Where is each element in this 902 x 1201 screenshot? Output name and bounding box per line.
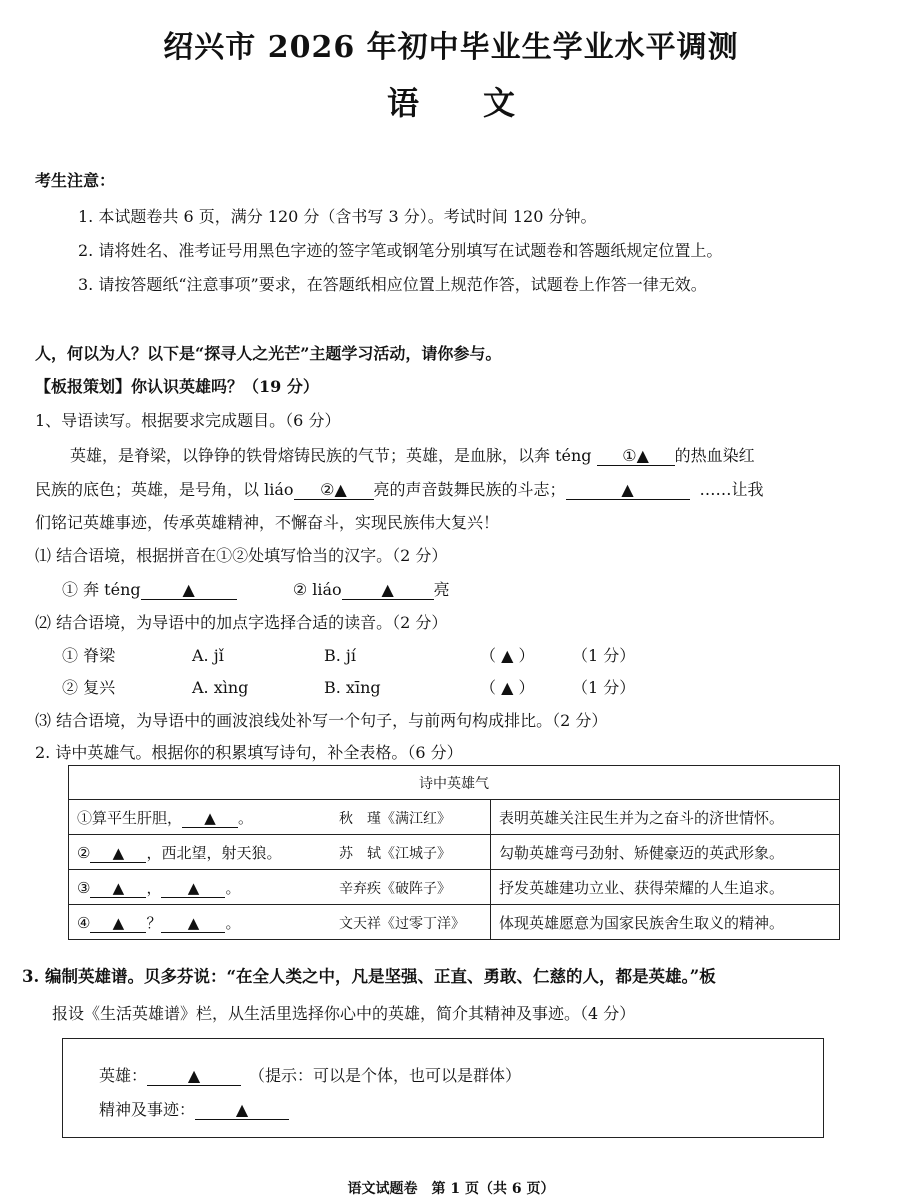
poem-text: ④	[77, 913, 91, 932]
page-footer: 语文试题卷 第 1 页（共 6 页）	[347, 1181, 555, 1197]
notice-item-3: 3. 请按答题纸“注意事项”要求，在答题纸相应位置上规范作答，试题卷上作答一律无效。	[78, 275, 707, 294]
deeds-blank[interactable]: ▲	[195, 1101, 289, 1120]
exam-title: 绍兴市 2026 年初中毕业生学业水平调测	[163, 30, 739, 65]
poem-description: 体现英雄愿意为国家民族舍生取义的精神。	[491, 905, 840, 940]
para-text: ……让我	[699, 480, 764, 499]
notice-item-1: 1. 本试题卷共 6 页，满分 120 分（含书写 3 分）。考试时间 120 分钟。	[78, 207, 597, 226]
hero-label: 英雄：	[99, 1066, 148, 1085]
q1-sub2-stem: ⑵ 结合语境，为导语中的加点字选择合适的读音。（2 分）	[35, 613, 448, 632]
poem-source: 辛弃疾《破阵子》	[339, 880, 451, 897]
q3-stem-line-1: 3. 编制英雄谱。贝多芬说：“在全人类之中，凡是坚强、正直、勇敢、仁慈的人，都是英雄。”板	[22, 967, 716, 986]
poem-blank[interactable]: ▲	[161, 914, 225, 933]
sub2-word: ② 复兴	[62, 678, 116, 697]
poem-source: 文天祥《过零丁洋》	[339, 915, 465, 932]
poem-text: ？	[146, 913, 162, 932]
poem-blank[interactable]: ▲	[90, 914, 146, 933]
poem-cell	[69, 905, 491, 940]
para-text: 民族的底色；英雄，是号角，以 liáo	[35, 480, 294, 499]
hero-row	[99, 1065, 521, 1087]
table-row	[69, 870, 840, 905]
poem-text: 。	[225, 913, 241, 932]
q1-paragraph-line-3: 们铭记英雄事迹，传承英雄精神，不懈奋斗，实现民族伟大复兴！	[35, 513, 500, 532]
q1-paragraph-line-2	[35, 479, 764, 501]
table-row	[69, 905, 840, 940]
poem-text: ③	[77, 878, 91, 897]
poem-blank[interactable]: ▲	[90, 844, 146, 863]
poem-cell	[69, 835, 491, 870]
para-text: 亮的声音鼓舞民族的斗志；	[373, 480, 566, 499]
q1-sub1-answers	[62, 579, 450, 601]
activity-intro: 人，何以为人？以下是“探寻人之光芒”主题学习活动，请你参与。	[35, 344, 502, 363]
sub2-option-b[interactable]: B. jí	[324, 646, 357, 665]
poem-cell	[69, 800, 491, 835]
sub2-score: （1 分）	[572, 646, 636, 665]
table-row	[69, 800, 840, 835]
answer-blank-2[interactable]: ②▲	[294, 481, 374, 500]
para-text: 英雄，是脊梁，以铮铮的铁骨熔铸民族的气节；英雄，是血脉，以奔 téng	[70, 446, 597, 465]
poem-description: 勾勒英雄弯弓劲射、矫健豪迈的英武形象。	[491, 835, 840, 870]
subject-title: 语文	[386, 84, 579, 122]
q3-stem-line-2: 报设《生活英雄谱》栏，从生活里选择你心中的英雄，简介其精神及事迹。（4 分）	[52, 1004, 636, 1023]
poem-source: 秋 瑾《满江红》	[339, 810, 451, 827]
sub1-label-b: ② liáo	[292, 580, 342, 599]
poem-blank[interactable]: ▲	[90, 879, 146, 898]
poem-text: ，	[146, 878, 162, 897]
notice-heading: 考生注意：	[35, 171, 116, 190]
table-row	[69, 835, 840, 870]
answer-blank-1[interactable]: ①▲	[597, 447, 675, 466]
sub2-score: （1 分）	[572, 678, 636, 697]
poem-cell	[69, 870, 491, 905]
sub2-word: ① 脊梁	[62, 646, 116, 665]
q2-stem: 2. 诗中英雄气。根据你的积累填写诗句，补全表格。（6 分）	[35, 743, 463, 762]
poem-description: 抒发英雄建功立业、获得荣耀的人生追求。	[491, 870, 840, 905]
sub2-option-b[interactable]: B. xīng	[324, 678, 381, 697]
poem-text: ①算平生肝胆，	[77, 808, 183, 827]
sub1-suffix: 亮	[433, 580, 450, 599]
sub2-answer-slot[interactable]: （ ▲ ）	[480, 678, 535, 697]
deeds-label: 精神及事迹：	[99, 1100, 196, 1119]
sub2-option-a[interactable]: A. xìng	[192, 678, 249, 697]
hero-answer-box	[62, 1038, 824, 1138]
poem-blank[interactable]: ▲	[182, 809, 238, 828]
poem-text: ，西北望，射天狼。	[146, 843, 282, 862]
poem-text: ②	[77, 843, 91, 862]
sub2-option-a[interactable]: A. jǐ	[192, 646, 224, 665]
section-heading: 【板报策划】你认识英雄吗？（19 分）	[35, 377, 319, 396]
hero-hint: （提示：可以是个体，也可以是群体）	[249, 1066, 522, 1085]
poem-table	[68, 765, 840, 940]
answer-blank-sentence[interactable]: ▲	[566, 481, 690, 500]
poem-blank[interactable]: ▲	[161, 879, 225, 898]
sub1-blank-a[interactable]: ▲	[141, 581, 237, 600]
poem-text: 。	[225, 878, 241, 897]
deeds-row	[99, 1099, 289, 1121]
q1-paragraph-line-1	[70, 445, 755, 467]
notice-item-2: 2. 请将姓名、准考证号用黑色字迹的签字笔或钢笔分别填写在试题卷和答题纸规定位置上。	[78, 241, 723, 260]
poem-table-header: 诗中英雄气	[69, 766, 840, 800]
sub2-row-2	[62, 677, 635, 699]
sub2-row-1	[62, 645, 635, 667]
poem-text: 。	[238, 808, 254, 827]
q1-sub1-stem: ⑴ 结合语境，根据拼音在①②处填写恰当的汉字。（2 分）	[35, 546, 448, 565]
sub1-label-a: ① 奔 téng	[62, 580, 141, 599]
para-text: 的热血染红	[674, 446, 755, 465]
poem-description: 表明英雄关注民生并为之奋斗的济世情怀。	[491, 800, 840, 835]
q1-sub3-stem: ⑶ 结合语境，为导语中的画波浪线处补写一个句子，与前两句构成排比。（2 分）	[35, 711, 608, 730]
hero-blank[interactable]: ▲	[147, 1067, 241, 1086]
q1-stem: 1、导语读写。根据要求完成题目。（6 分）	[35, 411, 341, 430]
sub2-answer-slot[interactable]: （ ▲ ）	[480, 646, 535, 665]
poem-source: 苏 轼《江城子》	[339, 845, 451, 862]
sub1-blank-b[interactable]: ▲	[342, 581, 434, 600]
